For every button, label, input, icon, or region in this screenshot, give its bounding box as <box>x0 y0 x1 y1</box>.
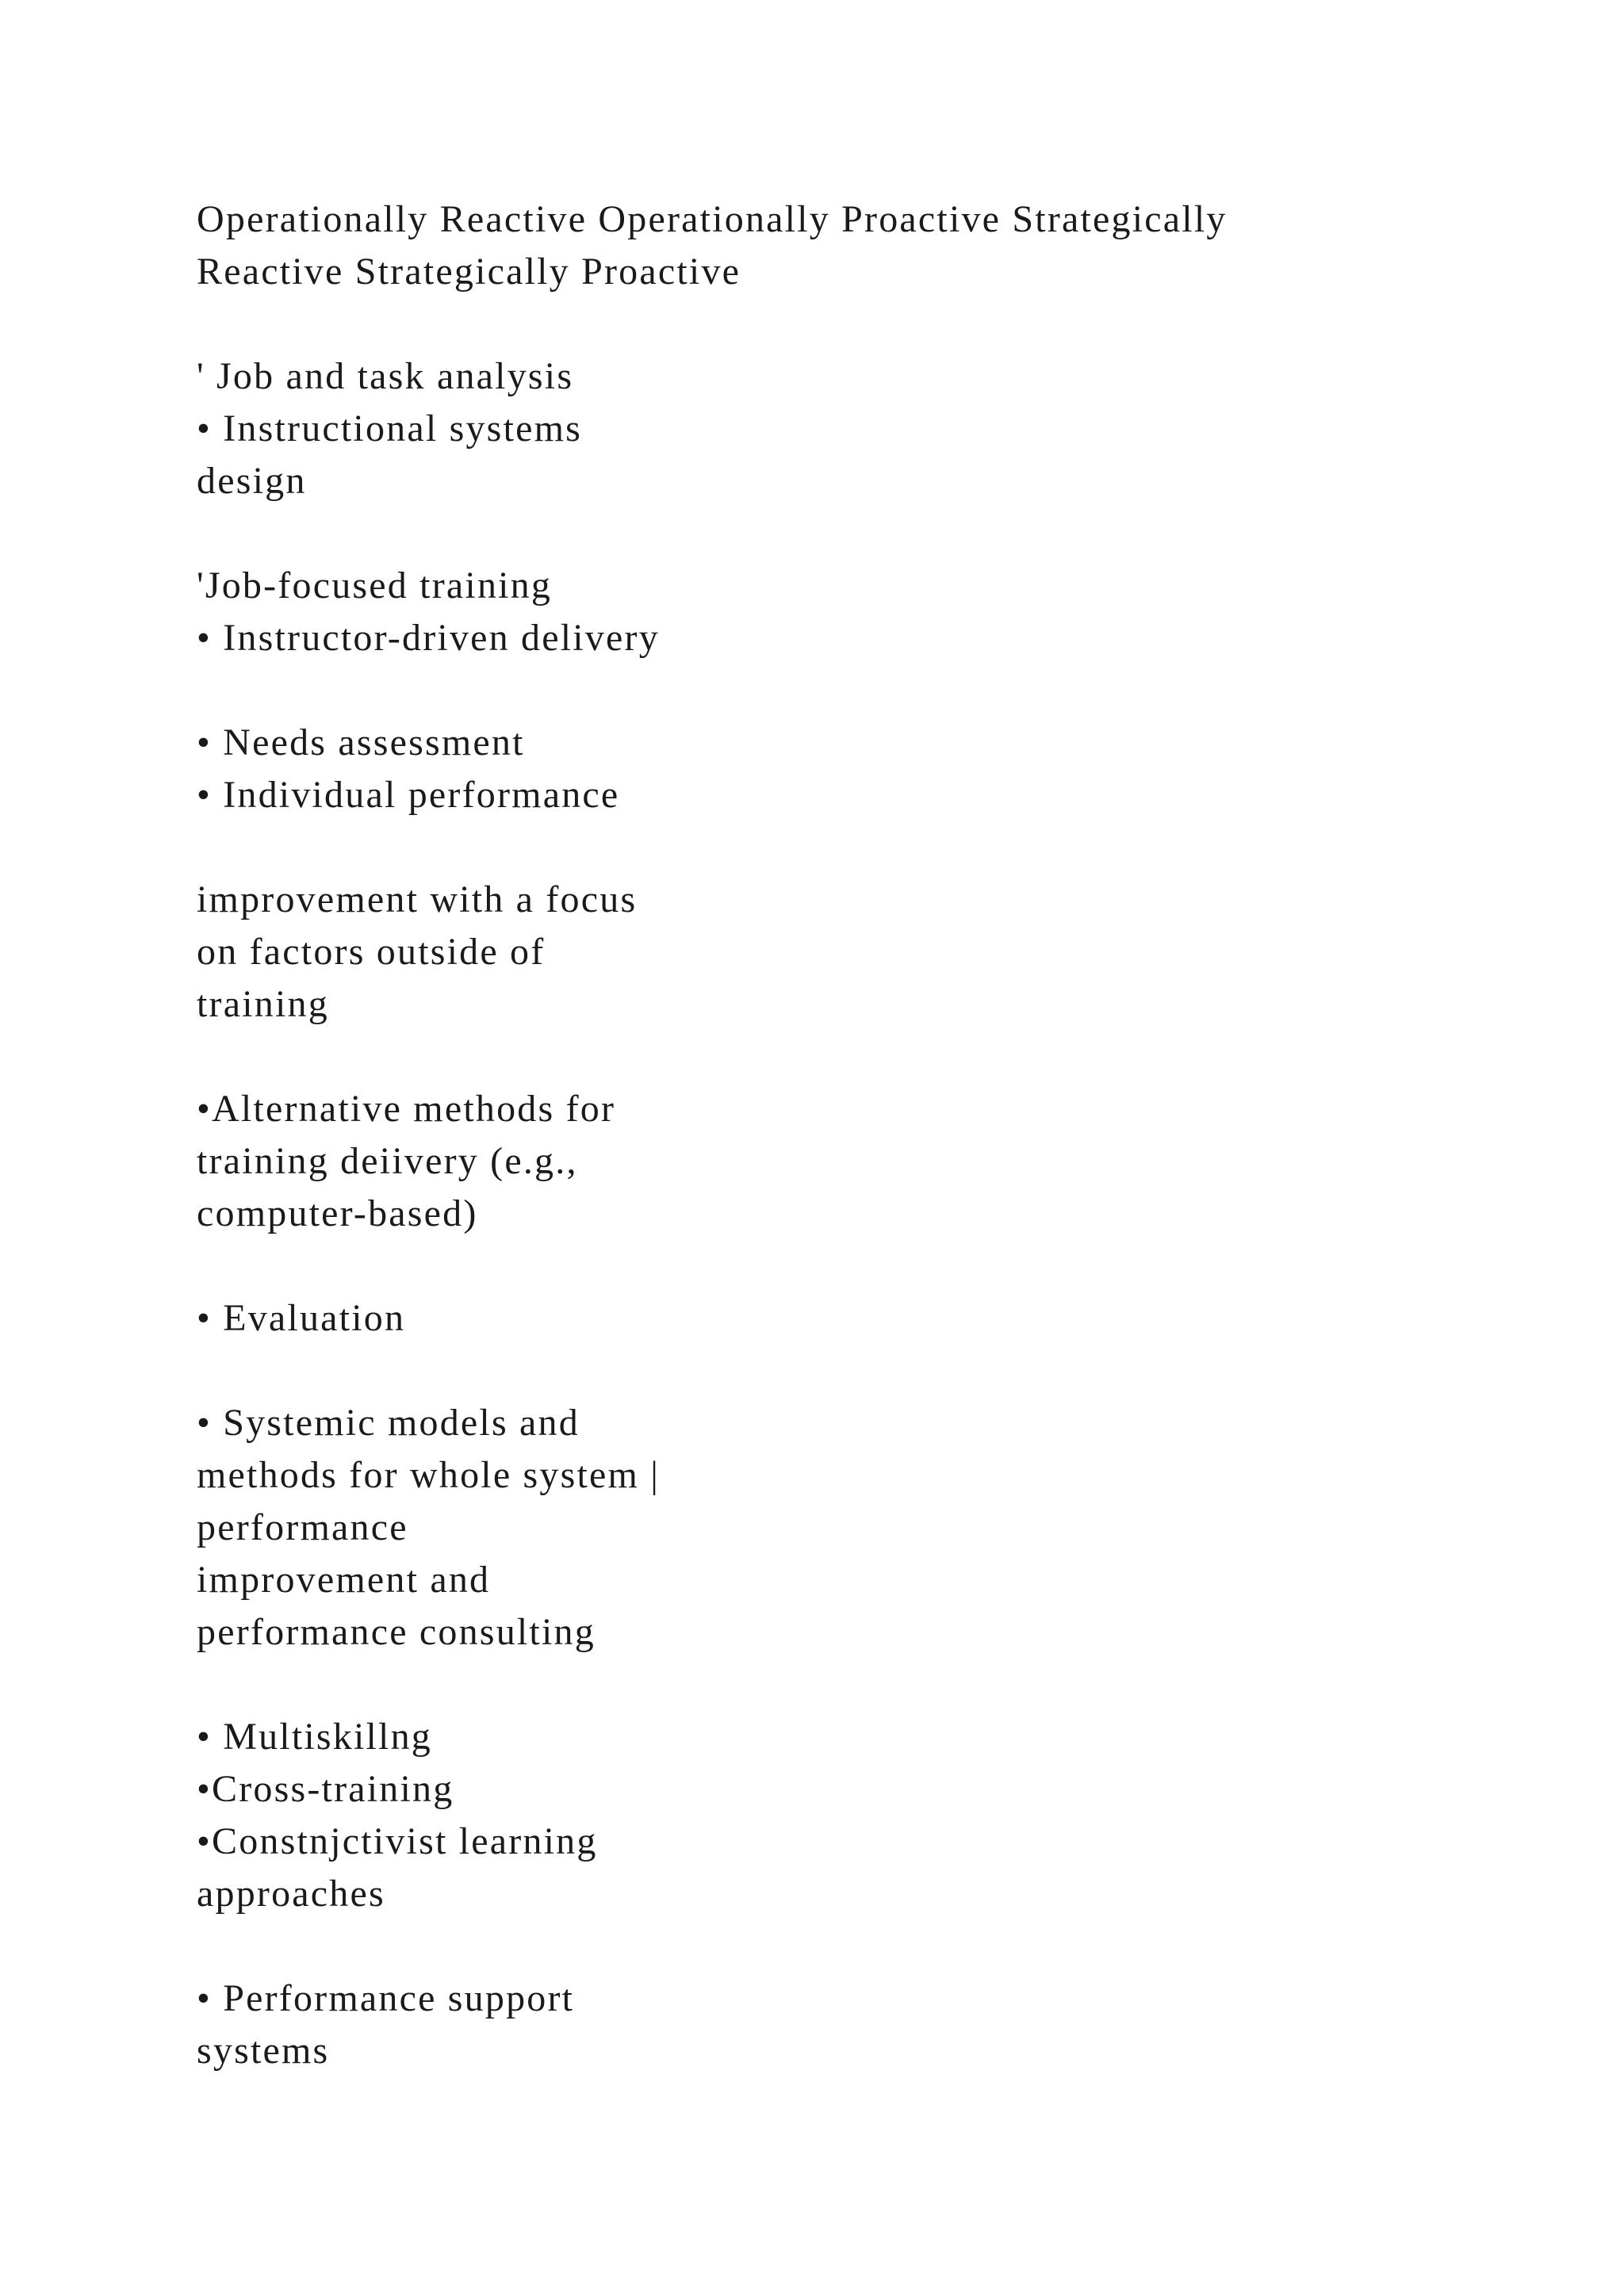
paragraph-line: • Performance support <box>197 1977 575 2019</box>
paragraph-line: ' Job and task analysis <box>197 355 574 397</box>
heading-line: Operationally Reactive Operationally Proactive Strategically <box>197 198 1228 240</box>
paragraph-line: improvement and <box>197 1559 491 1601</box>
paragraph-line: •Alternative methods for <box>197 1088 616 1130</box>
heading-line: Reactive Strategically Proactive <box>197 251 741 293</box>
heading-block <box>197 193 1434 298</box>
paragraph-line: • Needs assessment <box>197 721 525 763</box>
paragraph-systemic-models <box>197 1397 1434 1659</box>
paragraph-line: systems <box>197 2030 330 2072</box>
paragraph-needs-assessment <box>197 717 1434 821</box>
paragraph-alternative-methods <box>197 1083 1434 1240</box>
paragraph-job-focused-training <box>197 560 1434 664</box>
paragraph-multiskilling <box>197 1711 1434 1920</box>
paragraph-job-task-analysis <box>197 350 1434 507</box>
paragraph-performance-support <box>197 1973 1434 2077</box>
paragraph-line: on factors outside of <box>197 931 546 973</box>
paragraph-line: computer-based) <box>197 1192 478 1234</box>
paragraph-line: 'Job-focused training <box>197 564 553 607</box>
paragraph-line: • Evaluation <box>197 1297 406 1339</box>
paragraph-line: design <box>197 460 307 502</box>
paragraph-line: • Instructional systems <box>197 408 583 450</box>
paragraph-line: •Constnjctivist learning <box>197 1820 598 1862</box>
paragraph-line: improvement with a focus <box>197 878 638 920</box>
paragraph-line: • Systemic models and <box>197 1402 580 1444</box>
paragraph-line: performance consulting <box>197 1611 596 1653</box>
paragraph-improvement-focus <box>197 874 1434 1031</box>
paragraph-line: • Individual performance <box>197 774 620 816</box>
paragraph-evaluation <box>197 1292 1434 1345</box>
paragraph-line: training deiivery (e.g., <box>197 1140 578 1182</box>
paragraph-line: performance <box>197 1506 408 1548</box>
paragraph-line: methods for whole system | <box>197 1454 661 1496</box>
paragraph-line: •Cross-training <box>197 1768 454 1810</box>
paragraph-line: training <box>197 983 329 1025</box>
paragraph-line: • Multiskillng <box>197 1716 432 1758</box>
document-body <box>197 193 1434 2077</box>
paragraph-line: approaches <box>197 1873 385 1915</box>
paragraph-line: • Instructor-driven delivery <box>197 617 660 659</box>
